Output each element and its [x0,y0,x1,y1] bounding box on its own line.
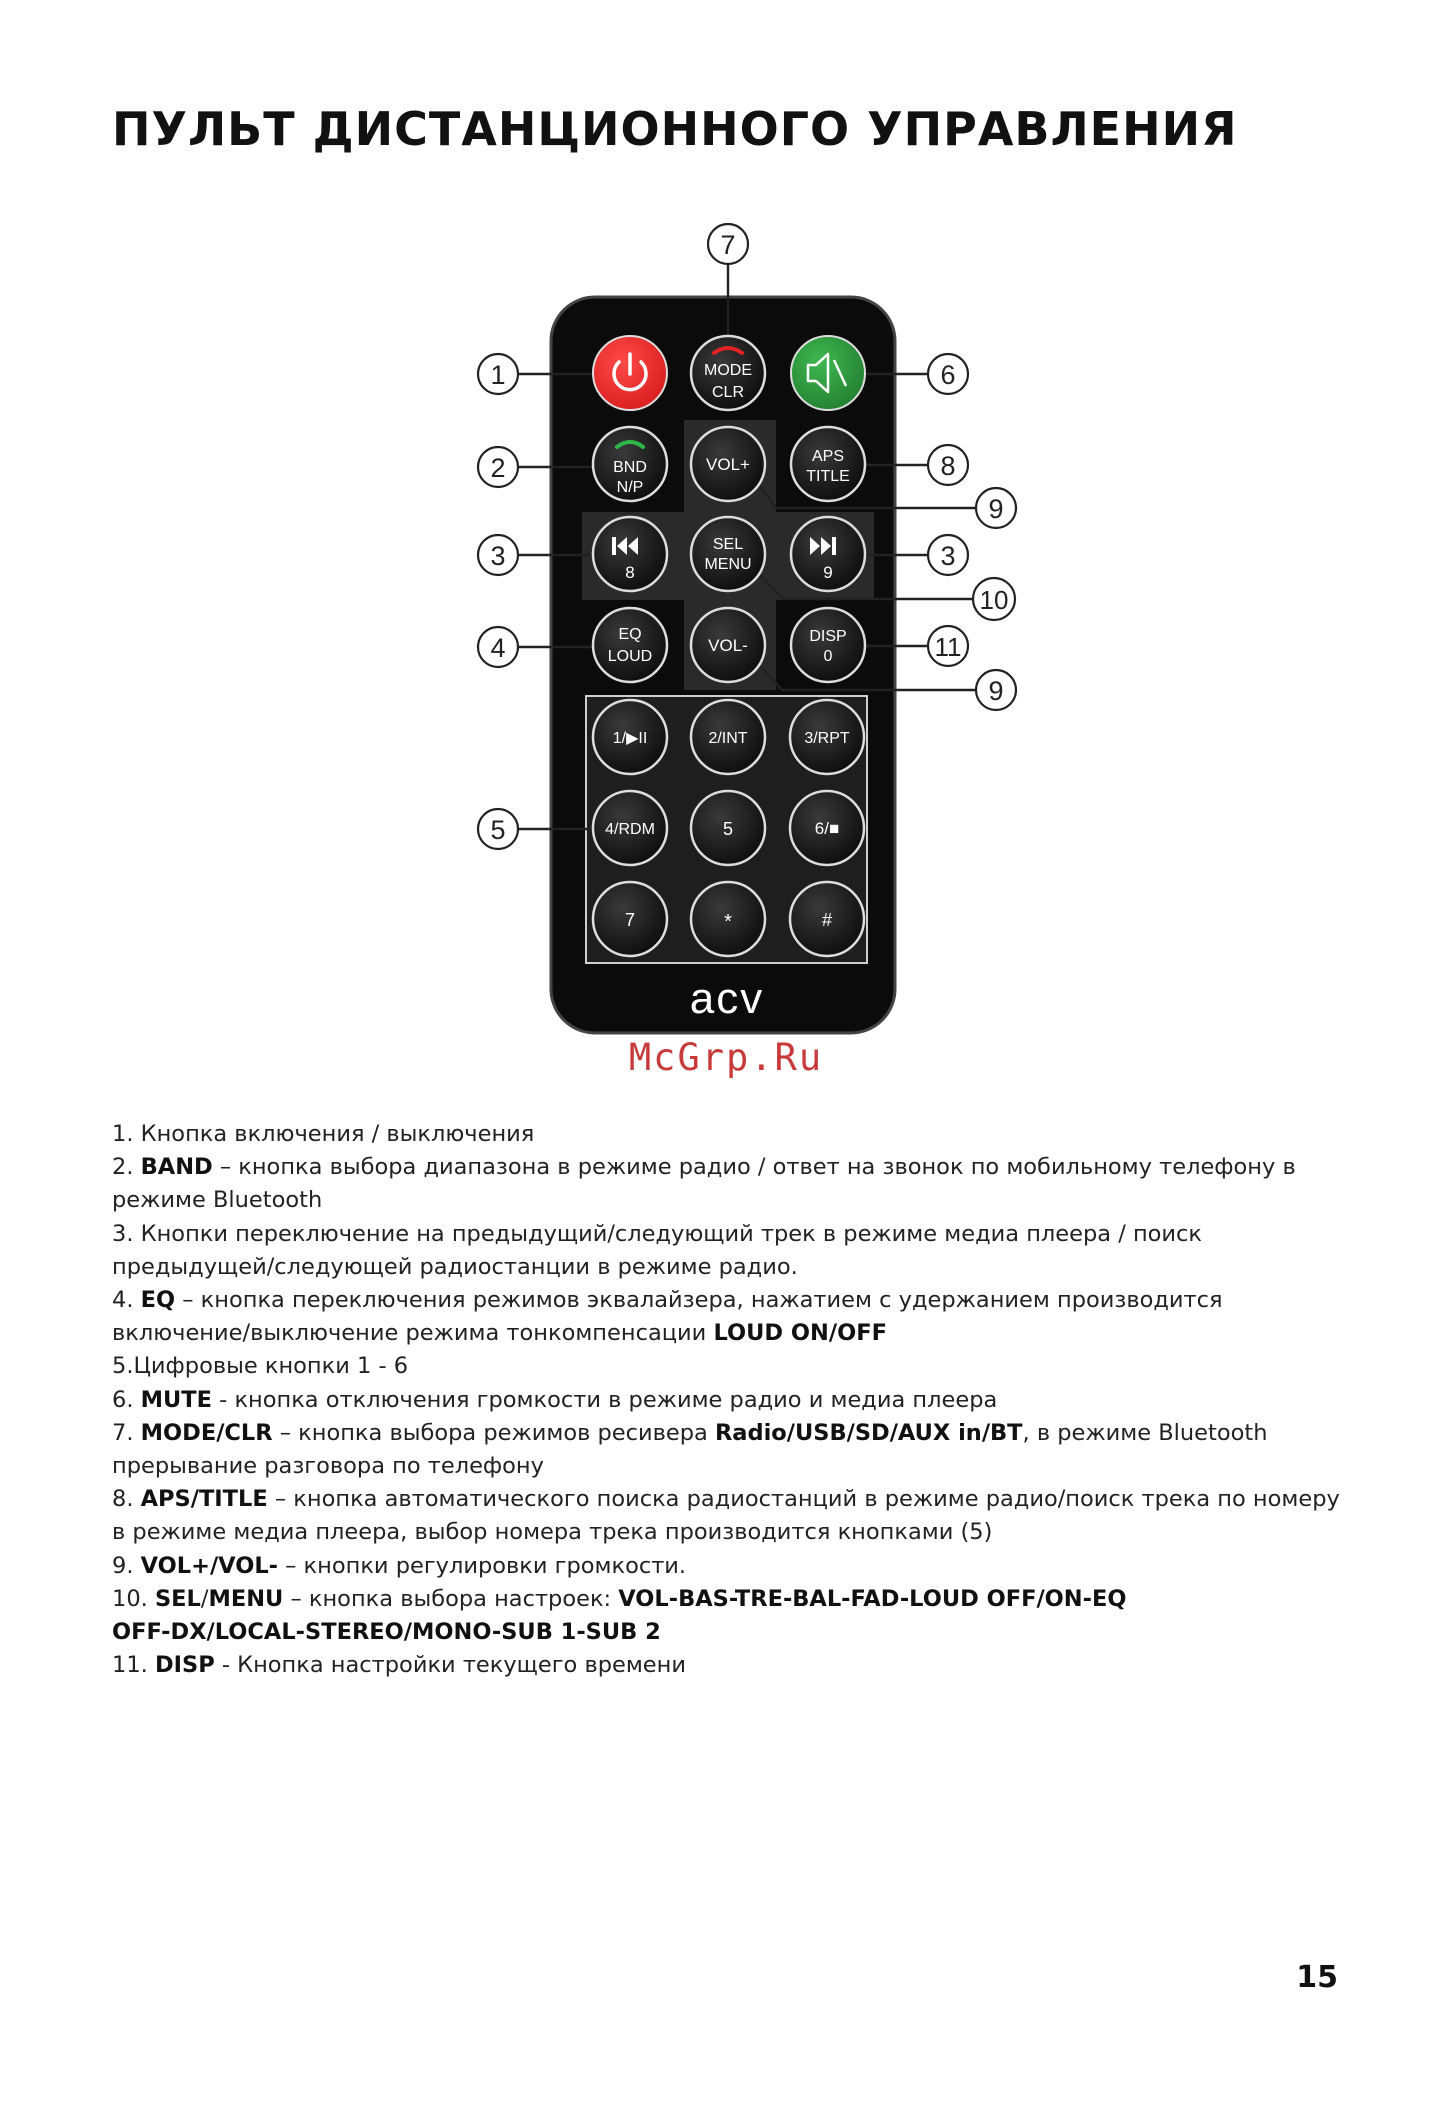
desc-item-10: 10. SEL/MENU – кнопка выбора настроек: VOL-BAS-TRE-BAL-FAD-LOUD OFF/ON-EQ OFF-DX/LOCAL-STEREO/MONO-SUB 1-SUB 2 [112,1585,1127,1646]
bnd-label: BND [613,459,647,476]
svg-text:9: 9 [988,676,1004,706]
svg-text:4: 4 [490,633,506,663]
key-5[interactable] [691,791,765,865]
key-1-play-pause[interactable] [593,700,667,774]
desc-item-7: 7. MODE/CLR – кнопка выбора режимов ресивера Radio/USB/SD/AUX in/BT, в режиме Bluetooth прерывание разговора по телефону [112,1419,1268,1480]
key-4-label: 4/RDM [605,821,655,838]
mute-button[interactable] [791,336,865,410]
disp-button[interactable] [791,608,865,682]
callout-2 [478,447,518,487]
svg-text:3: 3 [490,541,506,571]
key-star[interactable] [691,882,765,956]
key-5-label: 5 [722,819,734,839]
desc-item-11: 11. DISP - Кнопка настройки текущего времени [112,1652,686,1679]
callout-9-lower [976,670,1016,710]
disp-zero: 0 [823,648,833,665]
vol-up-button[interactable] [691,427,765,501]
callout-9-upper [976,488,1016,528]
title-label: TITLE [806,468,850,485]
key-3-rpt[interactable] [790,700,864,774]
desc-item-4: 4. EQ – кнопка переключения режимов эквалайзера, нажатием с удержанием производится включение/выключение режима тонкомпенсации LOUD ON/OFF [112,1287,1223,1347]
key-3-label: 3/RPT [804,730,850,747]
desc-item-2: 2. BAND – кнопка выбора диапазона в режиме радио / ответ на звонок по мобильному телефону в режиме Bluetooth [112,1154,1296,1214]
callout-4 [478,627,518,667]
sel-menu-button[interactable] [691,517,765,591]
svg-text:6: 6 [940,360,956,390]
prev-track-button[interactable] [593,517,667,591]
next-number: 9 [823,563,833,582]
clr-label: CLR [711,384,745,401]
key-star-label: * [724,911,732,933]
callout-8 [928,445,968,485]
watermark: McGrp.Ru [628,1036,824,1079]
page-number: 15 [1296,1960,1338,1995]
menu-label: MENU [704,556,752,573]
key-1-label: 1/▶II [612,730,648,747]
callout-7 [708,224,748,264]
key-hash[interactable] [790,882,864,956]
svg-text:7: 7 [720,230,736,260]
key-4-rdm[interactable] [593,791,667,865]
key-6-label: 6/■ [814,819,840,838]
svg-text:11: 11 [934,632,962,662]
description-list [112,1118,1352,1682]
callout-3-right [928,535,968,575]
key-hash-label: # [821,910,833,930]
loud-label: LOUD [607,648,653,665]
mode-label: MODE [704,362,752,379]
callout-5 [478,809,518,849]
eq-loud-button[interactable] [593,608,667,682]
callout-3-left [478,535,518,575]
band-button[interactable] [593,427,667,501]
vol-down-button[interactable] [691,608,765,682]
power-button[interactable] [593,336,667,410]
svg-text:1: 1 [490,360,506,390]
aps-label: APS [811,448,845,465]
callout-11 [928,626,968,666]
vol-up-label: VOL+ [706,455,750,474]
disp-label: DISP [809,628,847,645]
desc-item-3: 3. Кнопки переключение на предыдущий/следующий трек в режиме медиа плеера / поиск предыдущей/следующей радиостанции в режиме радио. [112,1220,1202,1280]
desc-item-1: 1. Кнопка включения / выключения [112,1121,535,1147]
next-track-button[interactable] [791,517,865,591]
desc-item-5: 5.Цифровые кнопки 1 - 6 [112,1353,409,1380]
acv-logo: acv [689,974,765,1023]
desc-item-6: 6. MUTE - кнопка отключения громкости в режиме радио и медиа плеера [112,1386,998,1413]
key-6-stop[interactable] [790,791,864,865]
callout-6 [928,354,968,394]
key-7-label: 7 [624,910,636,930]
aps-title-button[interactable] [791,427,865,501]
svg-text:2: 2 [490,453,506,483]
desc-item-8: 8. APS/TITLE – кнопка автоматического поиска радиостанций в режиме радио/поиск трека по номеру в режиме медиа плеера, выбор номера трека производится кнопками (5) [112,1486,1340,1546]
desc-item-9: 9. VOL+/VOL- – кнопки регулировки громкости. [112,1552,687,1579]
np-label: N/P [616,479,644,496]
sel-label: SEL [712,536,744,553]
callout-10 [973,578,1015,620]
svg-text:8: 8 [940,451,956,481]
svg-text:5: 5 [490,815,506,845]
vol-down-label: VOL- [708,636,748,655]
key-7[interactable] [593,882,667,956]
page-title: ПУЛЬТ ДИСТАНЦИОННОГО УПРАВЛЕНИЯ [112,102,1238,156]
svg-text:9: 9 [988,494,1004,524]
eq-label: EQ [618,626,642,643]
key-2-label: 2/INT [708,730,748,747]
svg-text:3: 3 [940,541,956,571]
key-2-int[interactable] [691,700,765,774]
callout-1 [478,354,518,394]
mode-clr-button[interactable] [691,336,765,410]
prev-number: 8 [625,563,635,582]
svg-text:10: 10 [979,585,1009,615]
